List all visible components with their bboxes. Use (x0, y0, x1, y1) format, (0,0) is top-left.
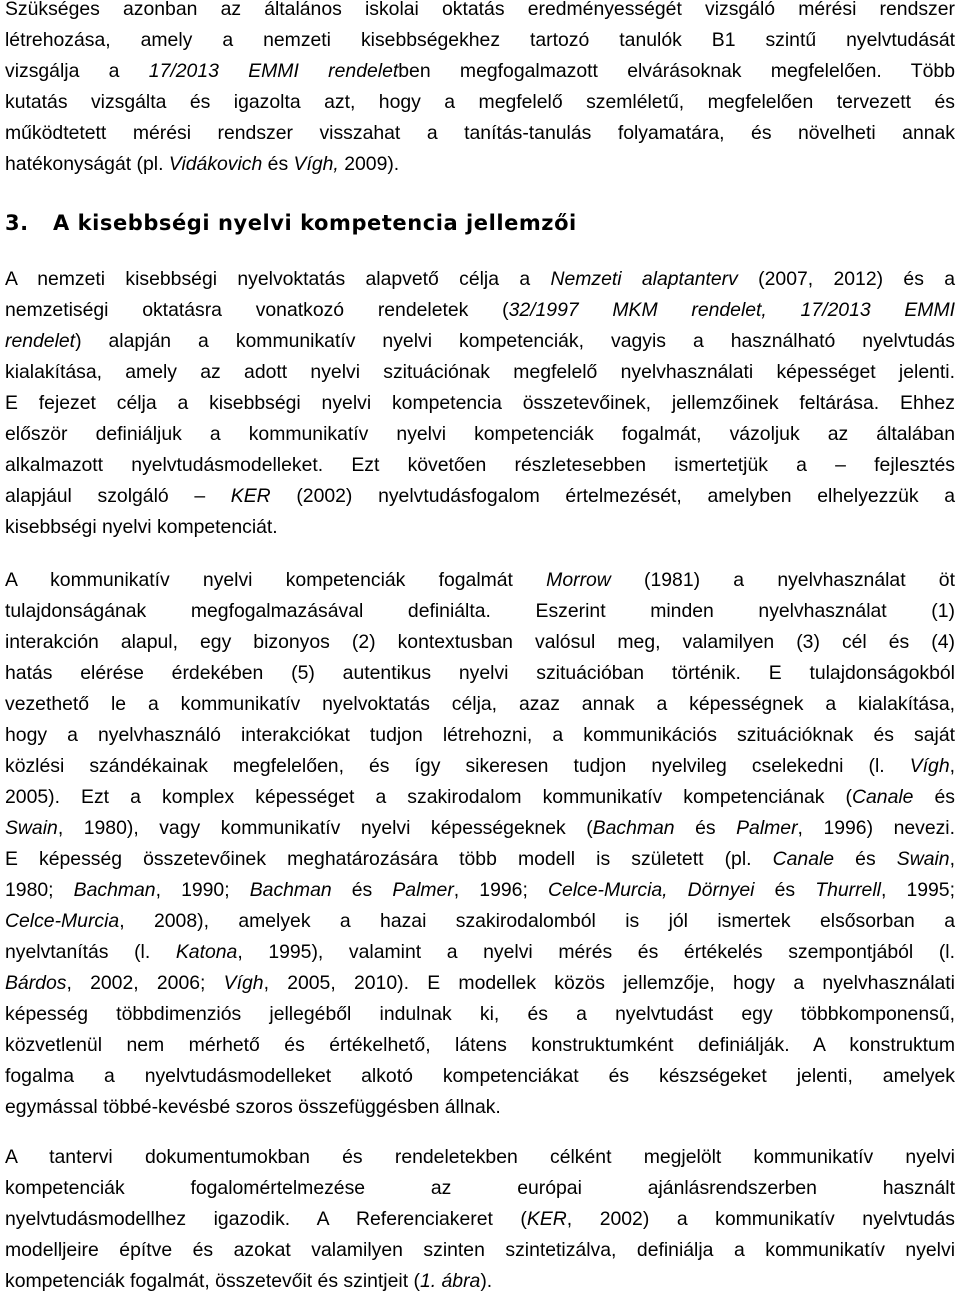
text-line: rendelet) alapján a kommunikatív nyelvi kompetenciák, vagyis a használható nyelvtudás (5, 330, 955, 352)
text-line: működtetett mérési rendszer visszahat a tanítás-tanulás folyamatára, és növelheti annak (5, 122, 955, 144)
text-line: A tantervi dokumentumokban és rendeletekben célként megjelölt kommunikatív nyelvi (5, 1146, 955, 1168)
text-line: kialakítása, amely az adott nyelvi szituációnak megfelelő nyelvhasználati képességet jelenti. (5, 361, 955, 383)
text-line: képesség többdimenziós jellegéből indulnak ki, és a nyelvtudást egy többkomponensű, (5, 1003, 955, 1025)
text-line: A nemzeti kisebbségi nyelvoktatás alapvető célja a Nemzeti alaptanterv (2007, 2012) és a (5, 268, 955, 290)
text-line: hatás elérése érdekében (5) autentikus nyelvi szituációban történik. E tulajdonságokból (5, 662, 955, 684)
text-line: hatékonyságát (pl. Vidákovich és Vígh, 2009). (5, 153, 400, 175)
text-line: tulajdonságának megfogalmazásával definiálta. Eszerint minden nyelvhasználat (1) (5, 600, 955, 622)
text-line: nemzetiségi oktatásra vonatkozó rendeletek (32/1997 MKM rendelet, 17/2013 EMMI (5, 299, 955, 321)
text-line: kompetenciák fogalmát, összetevőit és szintjeit (1. ábra). (5, 1270, 493, 1292)
text-line: először definiáljuk a kommunikatív nyelvi kompetenciák fogalmát, vázoljuk az általában (5, 423, 955, 445)
text-line: vizsgálja a 17/2013 EMMI rendeletben megfogalmazott elvárásoknak megfelelően. Több (5, 60, 955, 82)
text-line: nyelvtudásmodellhez igazodik. A Referenciakeret (KER, 2002) a kommunikatív nyelvtudás (5, 1208, 955, 1230)
text-line: alkalmazott nyelvtudásmodelleket. Ezt követően részletesebben ismertetjük a – fejlesztés (5, 454, 955, 476)
text-line: modelljeire építve és azokat valamilyen szinten szintetizálva, definiálja a kommunikatív nyelvi (5, 1239, 955, 1261)
text-line: kutatás vizsgálta és igazolta azt, hogy a megfelelő szemléletű, megfelelően tervezett és (5, 91, 955, 113)
section-number: 3. (5, 211, 29, 235)
text-line: A kommunikatív nyelvi kompetenciák fogalmát Morrow (1981) a nyelvhasználat öt (5, 569, 955, 591)
text-line: 1980; Bachman, 1990; Bachman és Palmer, 1996; Celce-Murcia, Dörnyei és Thurrell, 1995; (5, 879, 955, 901)
text-line: interakción alapul, egy bizonyos (2) kontextusban valósul meg, valamilyen (3) cél és (4) (5, 631, 955, 653)
text-line: 2005). Ezt a komplex képességet a szakirodalom kommunikatív kompetenciának (Canale és (5, 786, 955, 808)
text-line: kompetenciák fogalomértelmezése az európai ajánlásrendszerben használt (5, 1177, 955, 1199)
text-line: Swain, 1980), vagy kommunikatív nyelvi képességeknek (Bachman és Palmer, 1996) nevezi. (5, 817, 956, 839)
text-line: vezethető le a kommunikatív nyelvoktatás célja, azaz annak a képességnek a kialakítása, (5, 693, 955, 715)
text-line: alapjául szolgáló – KER (2002) nyelvtudásfogalom értelmezését, amelyben elhelyezzük a (5, 485, 956, 507)
text-line: közvetlenül nem mérhető és értékelhető, látens konstruktumként definiálják. A konstruktum (5, 1034, 955, 1056)
text-line: Celce-Murcia, 2008), amelyek a hazai szakirodalomból is jól ismertek elsősorban a (5, 910, 955, 932)
text-line: E képesség összetevőinek meghatározására több modell is született (pl. Canale és Swain, (5, 848, 955, 870)
section-title: A kisebbségi nyelvi kompetencia jellemzői (53, 211, 577, 235)
text-line: E fejezet célja a kisebbségi nyelvi kompetencia összetevőinek, jellemzőinek feltárása. Ehhez (5, 392, 955, 414)
text-line: egymással többé-kevésbé szoros összefüggésben állnak. (5, 1096, 501, 1118)
section-heading (5, 209, 955, 237)
text-line: Szükséges azonban az általános iskolai oktatás eredményességét vizsgáló mérési rendszer (5, 0, 955, 20)
text-line: kisebbségi nyelvi kompetenciát. (5, 516, 278, 538)
text-line: Bárdos, 2002, 2006; Vígh, 2005, 2010). E modellek közös jellemzője, hogy a nyelvhasználati (5, 972, 955, 994)
text-line: létrehozása, amely a nemzeti kisebbségekhez tartozó tanulók B1 szintű nyelvtudását (5, 29, 955, 51)
text-line: közlési szándékainak megfelelően, és így sikeresen tudjon nyelvileg cselekedni (l. Vígh, (5, 755, 955, 777)
text-line: nyelvtanítás (l. Katona, 1995), valamint a nyelvi mérés és értékelés szempontjából (l. (5, 941, 955, 963)
text-line: hogy a nyelvhasználó interakciókat tudjon létrehozni, a kommunikációs szituációknak és saját (5, 724, 955, 746)
text-line: fogalma a nyelvtudásmodelleket alkotó kompetenciákat és készségeket jelenti, amelyek (5, 1065, 955, 1087)
